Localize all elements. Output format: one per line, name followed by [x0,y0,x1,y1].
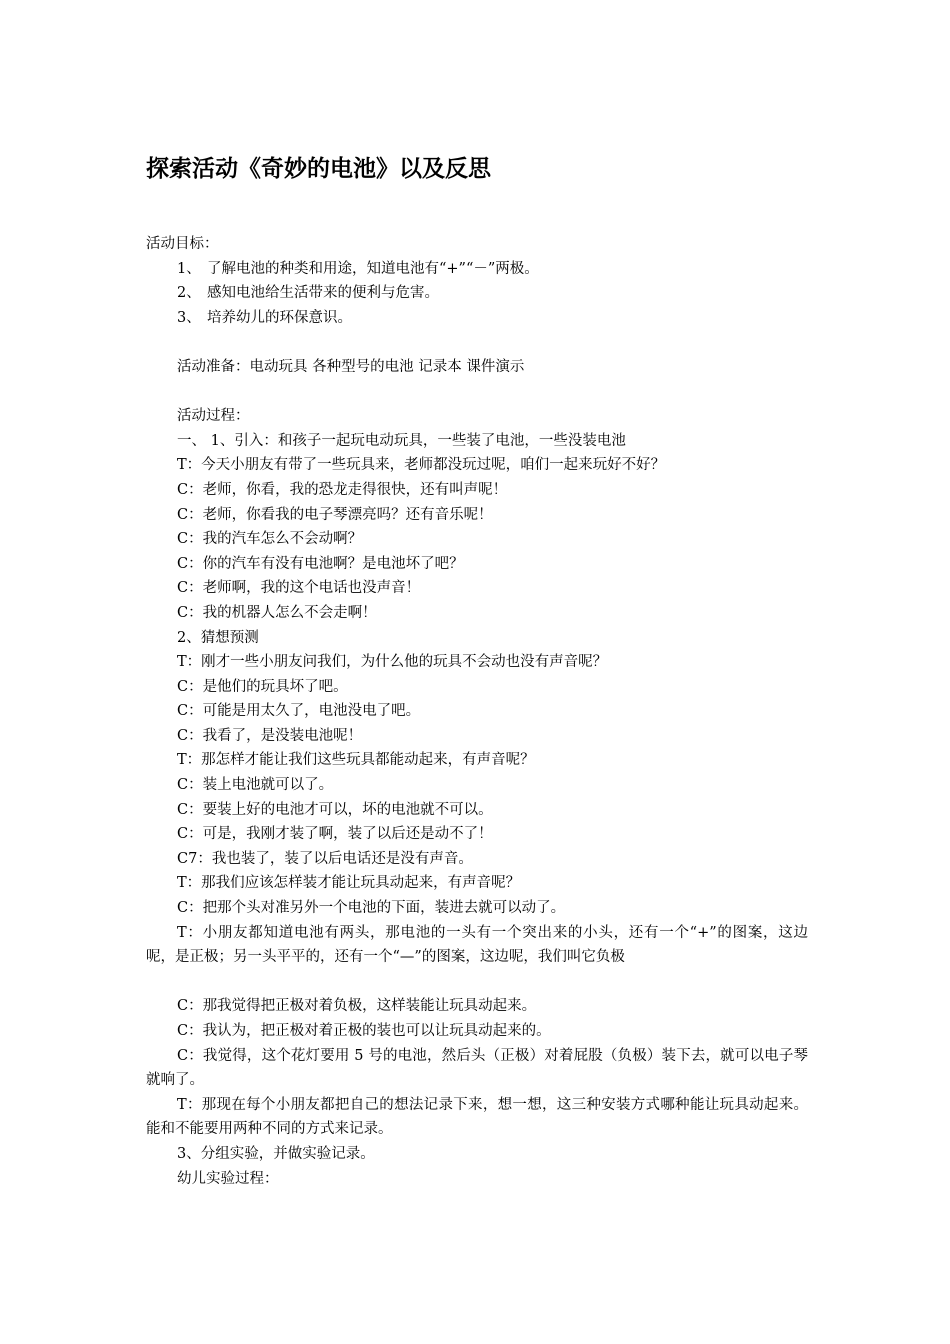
process-heading: 活动过程： [177,408,250,425]
dialogue-line: C：把那个头对准另外一个电池的下面，装进去就可以动了。 [177,900,566,917]
dialogue-line: C：老师，你看，我的恐龙走得很快，还有叫声呢！ [177,481,508,498]
spacer [146,380,808,405]
dialogue-line: C：老师，你看我的电子琴漂亮吗？还有音乐呢！ [177,506,493,523]
dialogue-line: T：今天小朋友有带了一些玩具来，老师都没玩过呢，咱们一起来玩好不好？ [177,457,666,474]
child-paragraph: C：我觉得，这个花灯要用 5 号的电池，然后头（正极）对着屁股（负极）装下去，就可以电子琴就响了。 [146,1047,808,1089]
goal-number: 1、 [177,260,201,277]
dialogue-line: C：我认为，把正极对着正极的装也可以让玩具动起来的。 [177,1023,551,1039]
goal-item [146,257,808,282]
document-body [146,232,808,1191]
dialogue-line: C：装上电池就可以了。 [177,777,334,794]
goal-text: 感知电池给生活带来的便利与危害。 [207,285,439,302]
dialogue-line: T：那怎样才能让我们这些玩具都能动起来，有声音呢？ [177,752,535,769]
section-heading: 一、 1、引入：和孩子一起玩电动玩具，一些装了电池，一些没装电池 [177,432,626,449]
goal-item [146,281,808,306]
teacher-paragraph: T：那现在每个小朋友都把自己的想法记录下来，想一想，这三种安装方式哪种能让玩具动起来。能和不能要用两种不同的方式来记录。 [146,1096,808,1138]
dialogue-line: C：我的汽车怎么不会动啊？ [177,531,363,548]
dialogue-line: T：那我们应该怎样装才能让玩具动起来，有声音呢？ [177,875,521,892]
dialogue-line: C：可是，我刚才装了啊，装了以后还是动不了！ [177,826,493,843]
dialogue-line: T：刚才一些小朋友问我们，为什么他的玩具不会动也没有声音呢？ [177,654,608,671]
dialogue-line: C：我看了，是没装电池呢！ [177,727,363,744]
section-heading: 3、分组实验，并做实验记录。 [177,1145,375,1162]
goal-text: 培养幼儿的环保意识。 [207,309,352,326]
dialogue-line: C：可能是用太久了，电池没电了吧。 [177,703,421,720]
goal-text: 了解电池的种类和用途，知道电池有“+”“－”两极。 [207,260,539,277]
goals-heading: 活动目标： [146,236,219,252]
dialogue-line: C：老师啊，我的这个电话也没声音！ [177,580,421,597]
section-heading: 2、猜想预测 [177,629,259,646]
teacher-paragraph: T：小朋友都知道电池有两头，那电池的一头有一个突出来的小头，还有一个“+”的图案，这边呢，是正极；另一头平平的，还有一个“—”的图案，这边呢，我们叫它负极 [146,924,808,966]
spacer [146,330,808,355]
goal-number: 2、 [177,285,201,302]
goal-number: 3、 [177,309,201,326]
dialogue-line: C：那我觉得把正极对着负极，这样装能让玩具动起来。 [177,998,537,1015]
experiment-heading: 幼儿实验过程： [177,1170,279,1187]
spacer [146,970,808,995]
dialogue-line: C：要装上好的电池才可以，坏的电池就不可以。 [177,801,493,818]
goal-item [146,306,808,331]
dialogue-line: C：我的机器人怎么不会走啊！ [177,604,377,621]
page-title: 探索活动《奇妙的电池》以及反思 [146,156,491,182]
dialogue-line: C：你的汽车有没有电池啊？是电池坏了吧？ [177,555,464,572]
dialogue-line: C：是他们的玩具坏了吧。 [177,678,348,695]
dialogue-line: C7：我也装了，装了以后电话还是没有声音。 [177,850,473,867]
preparation-line: 活动准备：电动玩具 各种型号的电池 记录本 课件演示 [177,358,525,375]
